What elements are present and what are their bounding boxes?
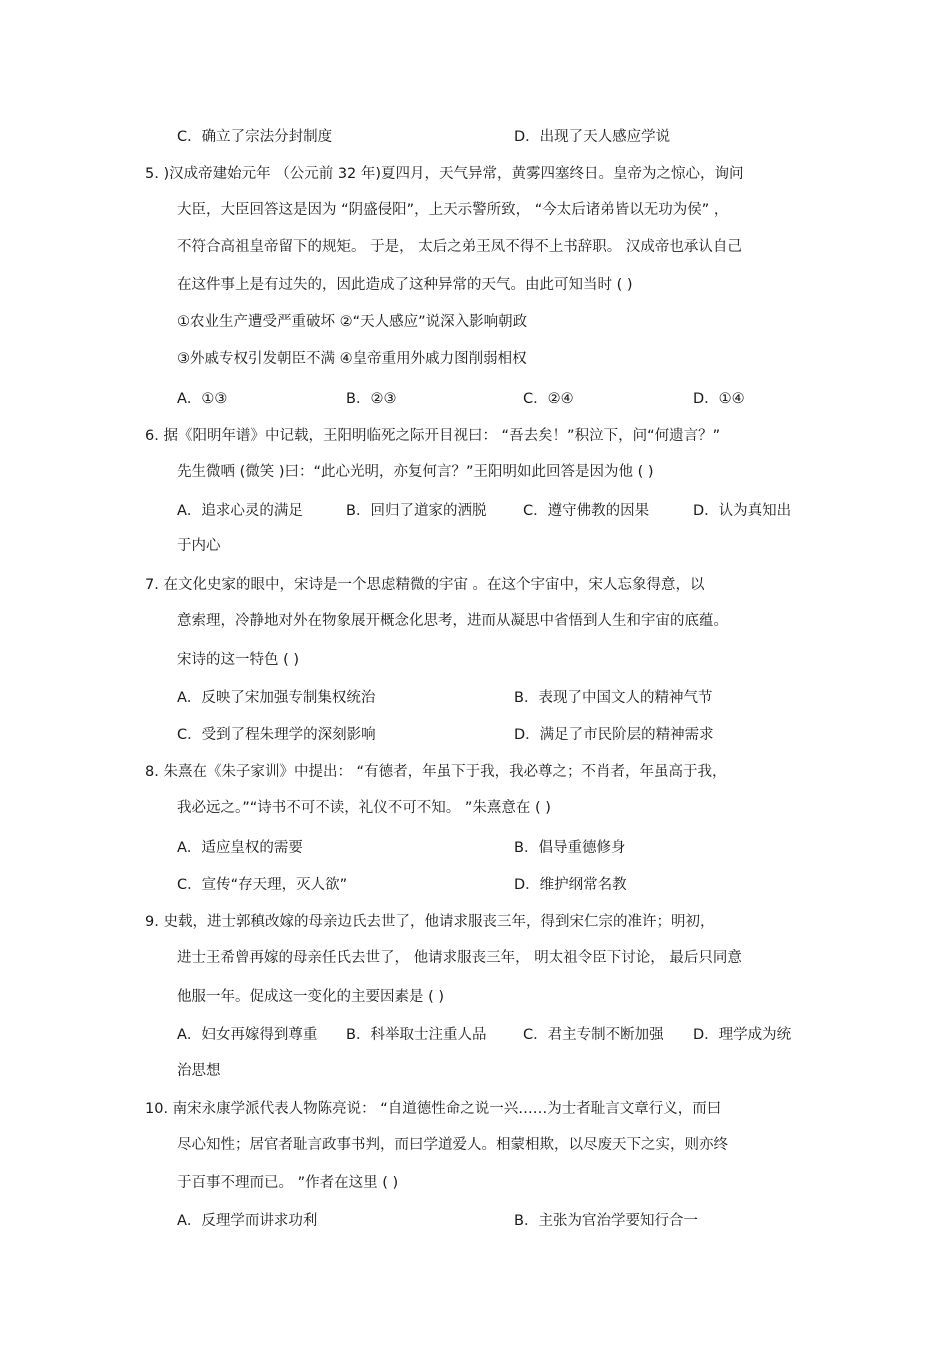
q5-stem-line-1: 5. )汉成帝建始元年 （公元前 32 年)夏四月，天气异常，黄雾四塞终日。皇帝为之惊心，询问 — [145, 166, 744, 182]
q9-option-b: B．科举取士注重人品 — [346, 1027, 487, 1043]
q9-option-d: D．理学成为统 — [693, 1027, 792, 1043]
q6-option-b: B．回归了道家的洒脱 — [346, 503, 487, 519]
q5-stem-line-4: 在这件事上是有过失的，因此造成了这种异常的天气。由此可知当时 ( ) — [177, 277, 633, 293]
q7-option-c: C．受到了程朱理学的深刻影响 — [177, 727, 376, 743]
q4-option-c: C．确立了宗法分封制度 — [177, 129, 333, 145]
q10-option-b: B．主张为官治学要知行合一 — [514, 1213, 698, 1229]
q7-stem-line-2: 意索理，冷静地对外在物象展开概念化思考，进而从凝思中省悟到人生和宇宙的底蕴。 — [177, 613, 728, 629]
q10-option-a: A．反理学而讲求功利 — [177, 1213, 318, 1229]
q6-option-c: C．遵守佛教的因果 — [523, 503, 650, 519]
q8-option-a: A．适应皇权的需要 — [177, 840, 303, 856]
q6-stem-line-2: 先生微哂 (微笑 )曰：“此心光明，亦复何言？”王阳明如此回答是因为他 ( ) — [177, 464, 654, 480]
q5-option-a: A．①③ — [177, 391, 228, 407]
q8-option-b: B．倡导重德修身 — [514, 840, 626, 856]
q6-stem-line-1: 6. 据《阳明年谱》中记载，王阳明临死之际开目视曰： “吾去矣！”积泣下，问“何遗言？” — [145, 428, 721, 444]
q5-option-d: D．①④ — [693, 391, 745, 407]
q8-stem-line-1: 8. 朱熹在《朱子家训》中提出： “有德者，年虽下于我，我必尊之；不肖者，年虽高于我， — [145, 764, 727, 780]
q7-option-a: A．反映了宋加强专制集权统治 — [177, 690, 376, 706]
q5-option-c: C．②④ — [523, 391, 574, 407]
q5-stem-line-2: 大臣，大臣回答这是因为 “阴盛侵阳”，上天示警所致， “今太后诸弟皆以无功为侯” ， — [177, 202, 729, 218]
q8-stem-line-2: 我必远之。”“诗书不可不读，礼仪不可不知。 ”朱熹意在 ( ) — [177, 800, 551, 816]
q9-stem-line-2: 进士王希曾再嫁的母亲任氏去世了， 他请求服丧三年， 明太祖令臣下讨论， 最后只同意 — [177, 950, 742, 966]
q8-option-d: D．维护纲常名教 — [514, 877, 627, 893]
q4-option-d: D．出现了天人感应学说 — [514, 129, 671, 145]
q7-option-d: D．满足了市民阶层的精神需求 — [514, 727, 714, 743]
q8-option-c: C．宣传“存天理，灭人欲” — [177, 877, 348, 893]
q7-option-b: B．表现了中国文人的精神气节 — [514, 690, 713, 706]
q10-stem-line-3: 于百事不理而已。 ”作者在这里 ( ) — [177, 1175, 399, 1191]
q5-stem-line-3: 不符合高祖皇帝留下的规矩。 于是， 太后之弟王凤不得不上书辞职。 汉成帝也承认自己 — [177, 239, 742, 255]
q6-option-d: D．认为真知出 — [693, 503, 792, 519]
q7-stem-line-1: 7. 在文化史家的眼中，宋诗是一个思虑精微的宇宙 。在这个宇宙中，宋人忘象得意，以 — [145, 577, 705, 593]
q9-option-d-continued: 治思想 — [177, 1063, 221, 1079]
q6-option-d-continued: 于内心 — [177, 538, 221, 554]
q10-stem-line-1: 10. 南宋永康学派代表人物陈亮说： “自道德性命之说一兴……为士者耻言文章行义，而曰 — [145, 1101, 722, 1117]
q10-stem-line-2: 尽心知性；居官者耻言政事书判，而曰学道爱人。相蒙相欺，以尽废天下之实，则亦终 — [177, 1137, 728, 1153]
q9-option-c: C．君主专制不断加强 — [523, 1027, 664, 1043]
q9-option-a: A．妇女再嫁得到尊重 — [177, 1027, 318, 1043]
q9-stem-line-1: 9. 史载，进士郭稹改嫁的母亲边氏去世了，他请求服丧三年，得到宋仁宗的准许；明初， — [145, 914, 715, 930]
q9-stem-line-3: 他服一年。促成这一变化的主要因素是 ( ) — [177, 989, 445, 1005]
q5-option-b: B．②③ — [346, 391, 397, 407]
q7-stem-line-3: 宋诗的这一特色 ( ) — [177, 652, 300, 668]
q6-option-a: A．追求心灵的满足 — [177, 503, 303, 519]
q5-statement-row-2: ③外戚专权引发朝臣不满 ④皇帝重用外戚力图削弱相权 — [177, 351, 527, 367]
q5-statement-row-1: ①农业生产遭受严重破坏 ②“天人感应”说深入影响朝政 — [177, 314, 528, 330]
